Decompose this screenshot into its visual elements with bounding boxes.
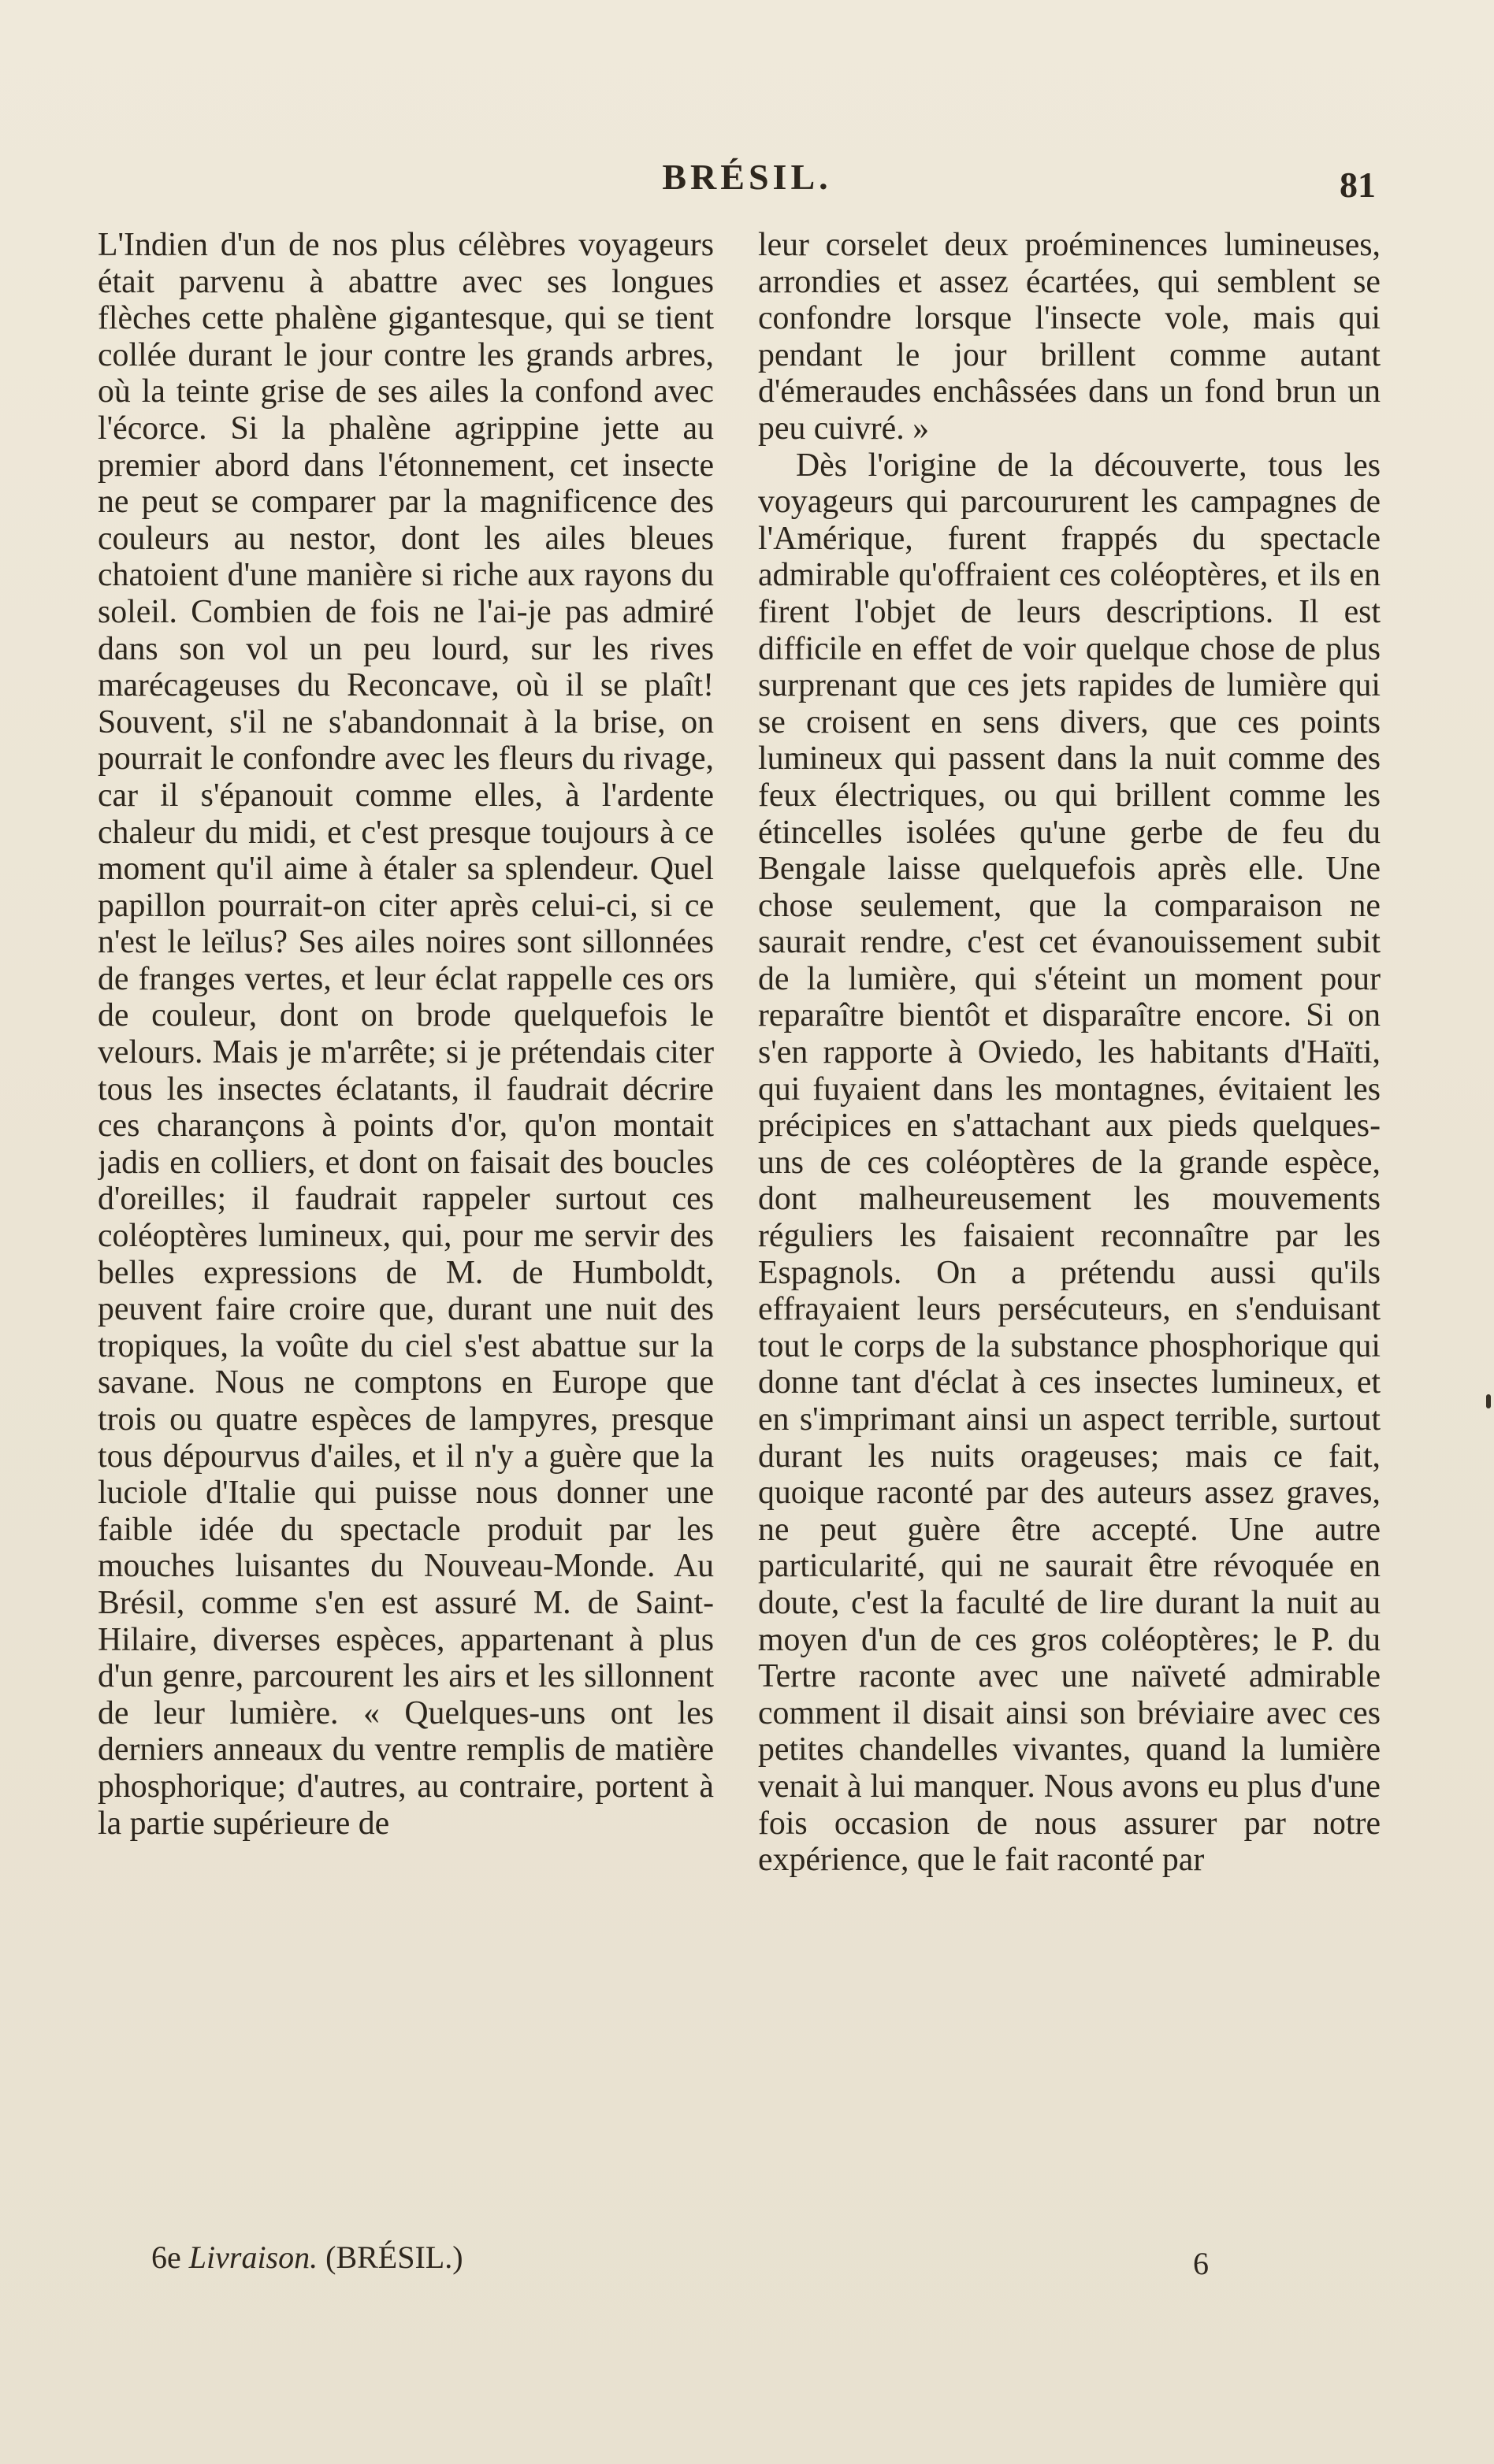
livraison-label: Livraison. bbox=[188, 2239, 318, 2275]
livraison-section: (BRÉSIL.) bbox=[325, 2239, 463, 2275]
signature-mark: 6 bbox=[1193, 2246, 1209, 2281]
left-column bbox=[98, 227, 714, 2228]
page-number: 81 bbox=[1340, 165, 1376, 205]
livraison-number: 6e bbox=[151, 2239, 181, 2275]
running-head-title: BRÉSIL. bbox=[662, 157, 832, 197]
page-edge-mark bbox=[1486, 1394, 1491, 1408]
footer-livraison bbox=[151, 2239, 463, 2276]
right-paragraph-1: leur corselet deux proéminences lumineuses, arrondies et assez écartées, qui semblent se confondre lorsque l'insecte vole, mais qui pendant le jour brillent comme autant d'émeraudes enchâssées dans un fond brun un peu cuivré. » bbox=[758, 227, 1381, 447]
left-paragraph-1: L'Indien d'un de nos plus célèbres voyageurs était parvenu à abattre avec ses longues flèches cette phalène gigantesque, qui se tient collée durant le jour contre les grands arbres, où la teinte grise de ses ailes la confond avec l'écorce. Si la phalène agrippine jette au premier abord dans l'étonnement, cet insecte ne peut se comparer par la magnificence des couleurs au nestor, dont les ailes bleues chatoient d'une manière si riche aux rayons du soleil. Combien de fois ne l'ai-je pas admiré dans son vol un peu lourd, sur les rives marécageuses du Reconcave, où il se plaît! Souvent, s'il ne s'abandonnait à la brise, on pourrait le confondre avec les fleurs du rivage, car il s'épanouit comme elles, à l'ardente chaleur du midi, et c'est presque toujours à ce moment qu'il aime à étaler sa splendeur. Quel papillon pourrait-on citer après celui-ci, si ce n'est le leïlus? Ses ailes noires sont sillonnées de franges vertes, et leur éclat rappelle ces ors de couleur, dont on brode quelquefois le velours. Mais je m'arrête; si je prétendais citer tous les insectes éclatants, il faudrait décrire ces charançons à points d'or, qu'on montait jadis en colliers, et dont on faisait des boucles d'oreilles; il faudrait rappeler surtout ces coléoptères lumineux, qui, pour me servir des belles expressions de M. de Humboldt, peuvent faire croire que, durant une nuit des tropiques, la voûte du ciel s'est abattue sur la savane. Nous ne comptons en Europe que trois ou quatre espèces de lampyres, presque tous dépourvus d'ailes, et il n'y a guère que la luciole d'Italie qui puisse nous donner une faible idée du spectacle produit par les mouches luisantes du Nouveau-Monde. Au Brésil, comme s'en est assuré M. de Saint-Hilaire, diverses espèces, appartenant à plus d'un genre, parcourent les airs et les sillonnent de leur lumière. « Quelques-uns ont les derniers anneaux du ventre remplis de matière phosphorique; d'autres, au contraire, portent à la partie supérieure de bbox=[98, 227, 714, 1842]
right-column bbox=[758, 227, 1381, 2228]
right-paragraph-2: Dès l'origine de la découverte, tous les voyageurs qui parcoururent les campagnes de l'Amérique, furent frappés du spectacle admirable qu'offraient ces coléoptères, et ils en firent l'objet de leurs descriptions. Il est difficile en effet de voir quelque chose de plus surprenant que ces jets rapides de lumière qui se croisent en sens divers, que ces points lumineux qui passent dans la nuit comme des feux électriques, ou qui brillent comme les étincelles isolées qu'une gerbe de feu du Bengale laisse quelquefois après elle. Une chose seulement, que la comparaison ne saurait rendre, c'est cet évanouissement subit de la lumière, qui s'éteint un moment pour reparaître bientôt et disparaître encore. Si on s'en rapporte à Oviedo, les habitants d'Haïti, qui fuyaient dans les montagnes, évitaient les précipices en s'attachant aux pieds quelques-uns de ces coléoptères de la grande espèce, dont malheureusement les mouvements réguliers les faisaient reconnaître par les Espagnols. On a prétendu aussi qu'ils effrayaient leurs persécuteurs, en s'enduisant tout le corps de la substance phosphorique qui donne tant d'éclat à ces insectes lumineux, et en s'imprimant ainsi un aspect terrible, surtout durant les nuits orageuses; mais ce fait, quoique raconté par des auteurs assez graves, ne peut guère être accepté. Une autre particularité, qui ne saurait être révoquée en doute, c'est la faculté de lire durant la nuit au moyen d'un de ces gros coléoptères; le P. du Tertre raconte avec une naïveté admirable comment il disait ainsi son bréviaire avec ces petites chandelles vivantes, quand la lumière venait à lui manquer. Nous avons eu plus d'une fois occasion de nous assurer par notre expérience, que le fait raconté par bbox=[758, 447, 1381, 1879]
